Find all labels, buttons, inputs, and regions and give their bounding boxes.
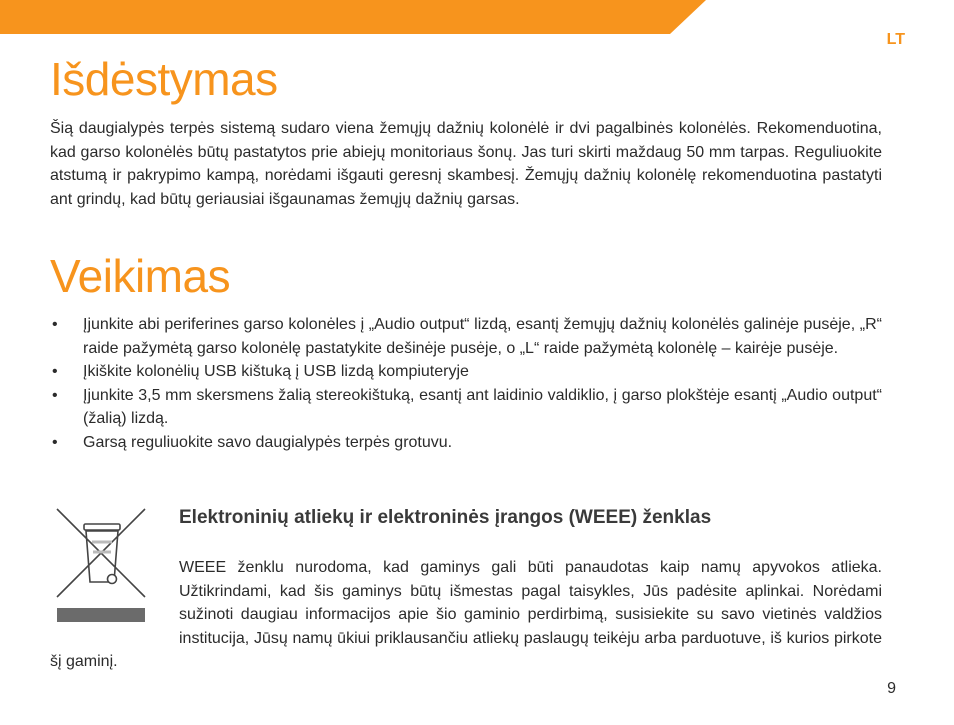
bullet-icon: • [52,316,58,333]
weee-paragraph [50,556,882,674]
layout-paragraph: Šią daugialypės terpės sistemą sudaro viena žemųjų dažnių kolonėlė ir dvi pagalbinės kolonėlės. Rekomenduotina, kad garso kolonėlės būtų pastatytos prie abiejų monitoriaus šonų. Jas turi skirti maždaug 50 mm tarpas. Reguliuokite atstumą ir pakrypimo kampą, norėdami išgauti geresnį skambesį. Žemųjų dažnių kolonėlę rekomenduotina pastatyti ant grindų, kad būtų geriausiai išgaunamas žemųjų dažnių garsas. [50,120,882,208]
list-item [50,360,882,384]
bullet-icon: • [52,386,58,404]
list-item [50,384,882,431]
weee-text: WEEE ženklu nurodoma, kad gaminys gali būti panaudotas kaip namų apyvokos atlieka. Užtikrindami, kad šis gaminys būtų išmestas pagal taisykles, Jūs padėsite aplinkai. Norėdami sužinoti daugiau informacijos apie šio gaminio perdirbimą, susisiekite su savo vietinės valdžios institucija, Jūsų namų ūkiui priklausančiu atliekų paslaugų teikėju arba parduotuve, iš kurios pirkote šį gaminį. [50,559,882,670]
bullet-icon: • [52,363,58,380]
section-title-operation: Veikimas [50,250,231,302]
page-number: 9 [887,680,896,697]
list-item [50,313,882,360]
list-item [50,431,882,455]
header-band [0,0,954,34]
operation-list [50,313,882,454]
list-item-text: Įjunkite abi periferines garso kolonėles į „Audio output“ lizdą, esantį žemųjų dažnių kolonėlės galinėje pusėje, „R“ raide pažymėtą garso kolonėlę pastatykite dešinėje pusėje, o „L“ raide pažymėtą kolonėlę – kairėje pusėje. [83,316,882,357]
language-code: LT [886,31,905,48]
section-title-layout: Išdėstymas [50,53,278,105]
bullet-icon: • [52,433,58,451]
icon-spacer [50,556,179,642]
weee-title: Elektroninių atliekų ir elektroninės įrangos (WEEE) ženklas [179,507,712,528]
list-item-text: Įjunkite 3,5 mm skersmens žalią stereokištuką, esantį ant laidinio valdiklio, į garso plokštėje esantį „Audio output“ (žalią) lizdą. [83,386,882,427]
list-item-text: Įkiškite kolonėlių USB kištuką į USB lizdą kompiuteryje [83,363,469,380]
list-item-text: Garsą reguliuokite savo daugialypės terpės grotuvu. [83,433,453,451]
